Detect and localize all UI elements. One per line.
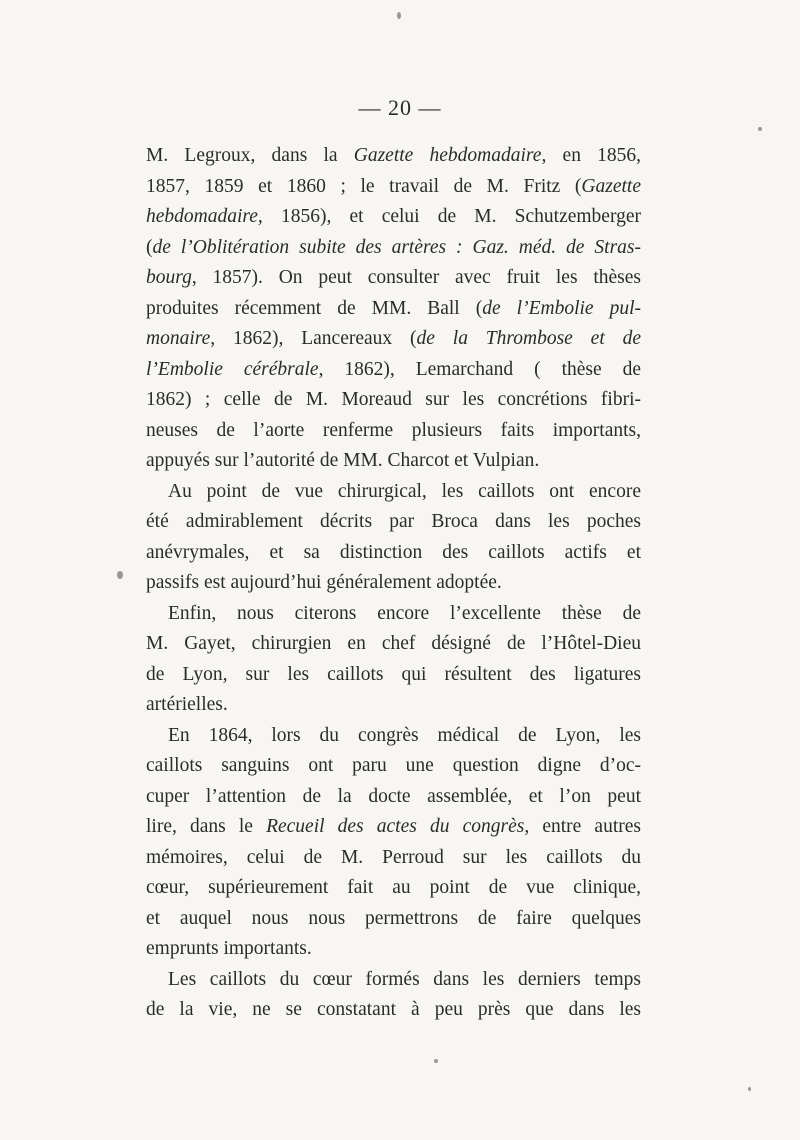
text-line: de la vie, ne se constatant à peu près que dans les	[146, 999, 641, 1020]
text-line: cœur, supérieurement fait au point de vue clinique,	[146, 877, 641, 898]
paper-speck	[117, 571, 123, 579]
text-line: et auquel nous nous permettrons de faire quelques	[146, 907, 641, 929]
body-text	[146, 141, 641, 1026]
text-line: cuper l’attention de la docte assemblée, et l’on peut	[146, 785, 641, 807]
text-line: Les caillots du cœur formés dans les derniers temps	[168, 968, 641, 990]
text-line: artérielles.	[146, 694, 228, 715]
paper-speck	[758, 127, 762, 131]
text-line: anévrymales, et sa distinction des caillots actifs et	[146, 541, 641, 563]
text-line: bourg, 1857). On peut consulter avec fruit les thèses	[146, 267, 641, 288]
text-line: mémoires, celui de M. Perroud sur les caillots du	[146, 846, 641, 868]
text-line: 1857, 1859 et 1860 ; le travail de M. Fritz (Gazette	[146, 175, 641, 197]
text-line: passifs est aujourd’hui généralement adoptée.	[146, 572, 502, 593]
text-line: de Lyon, sur les caillots qui résultent des ligatures	[146, 663, 641, 685]
paper-speck	[748, 1087, 751, 1091]
text-line: En 1864, lors du congrès médical de Lyon, les	[168, 724, 641, 746]
text-line: produites récemment de MM. Ball (de l’Embolie pul-	[146, 297, 642, 319]
text-line: hebdomadaire, 1856), et celui de M. Schutzemberger	[146, 206, 641, 227]
paper-speck	[397, 12, 401, 19]
text-line: caillots sanguins ont paru une question digne d’oc-	[146, 755, 641, 776]
paper-speck	[434, 1059, 438, 1063]
text-line: emprunts importants.	[146, 938, 312, 959]
text-line: M. Legroux, dans la Gazette hebdomadaire, en 1856,	[146, 145, 642, 166]
text-line: neuses de l’aorte renferme plusieurs faits importants,	[146, 419, 641, 441]
text-line: été admirablement décrits par Broca dans les poches	[146, 511, 641, 532]
text-line: 1862) ; celle de M. Moreaud sur les concrétions fibri-	[146, 389, 641, 410]
text-line: Enfin, nous citerons encore l’excellente thèse de	[168, 602, 641, 624]
text-line: Au point de vue chirurgical, les caillots ont encore	[168, 480, 641, 502]
text-line: M. Gayet, chirurgien en chef désigné de l’Hôtel-Dieu	[146, 633, 641, 654]
text-line: l’Embolie cérébrale, 1862), Lemarchand ( thèse de	[146, 358, 641, 380]
text-line: monaire, 1862), Lancereaux (de la Thrombose et de	[146, 328, 642, 349]
page-number: — 20 —	[358, 95, 442, 120]
text-line: (de l’Oblitération subite des artères : Gaz. méd. de Stras-	[146, 236, 641, 258]
text-line: appuyés sur l’autorité de MM. Charcot et Vulpian.	[146, 450, 540, 471]
text-line: lire, dans le Recueil des actes du congrès, entre autres	[146, 816, 641, 837]
